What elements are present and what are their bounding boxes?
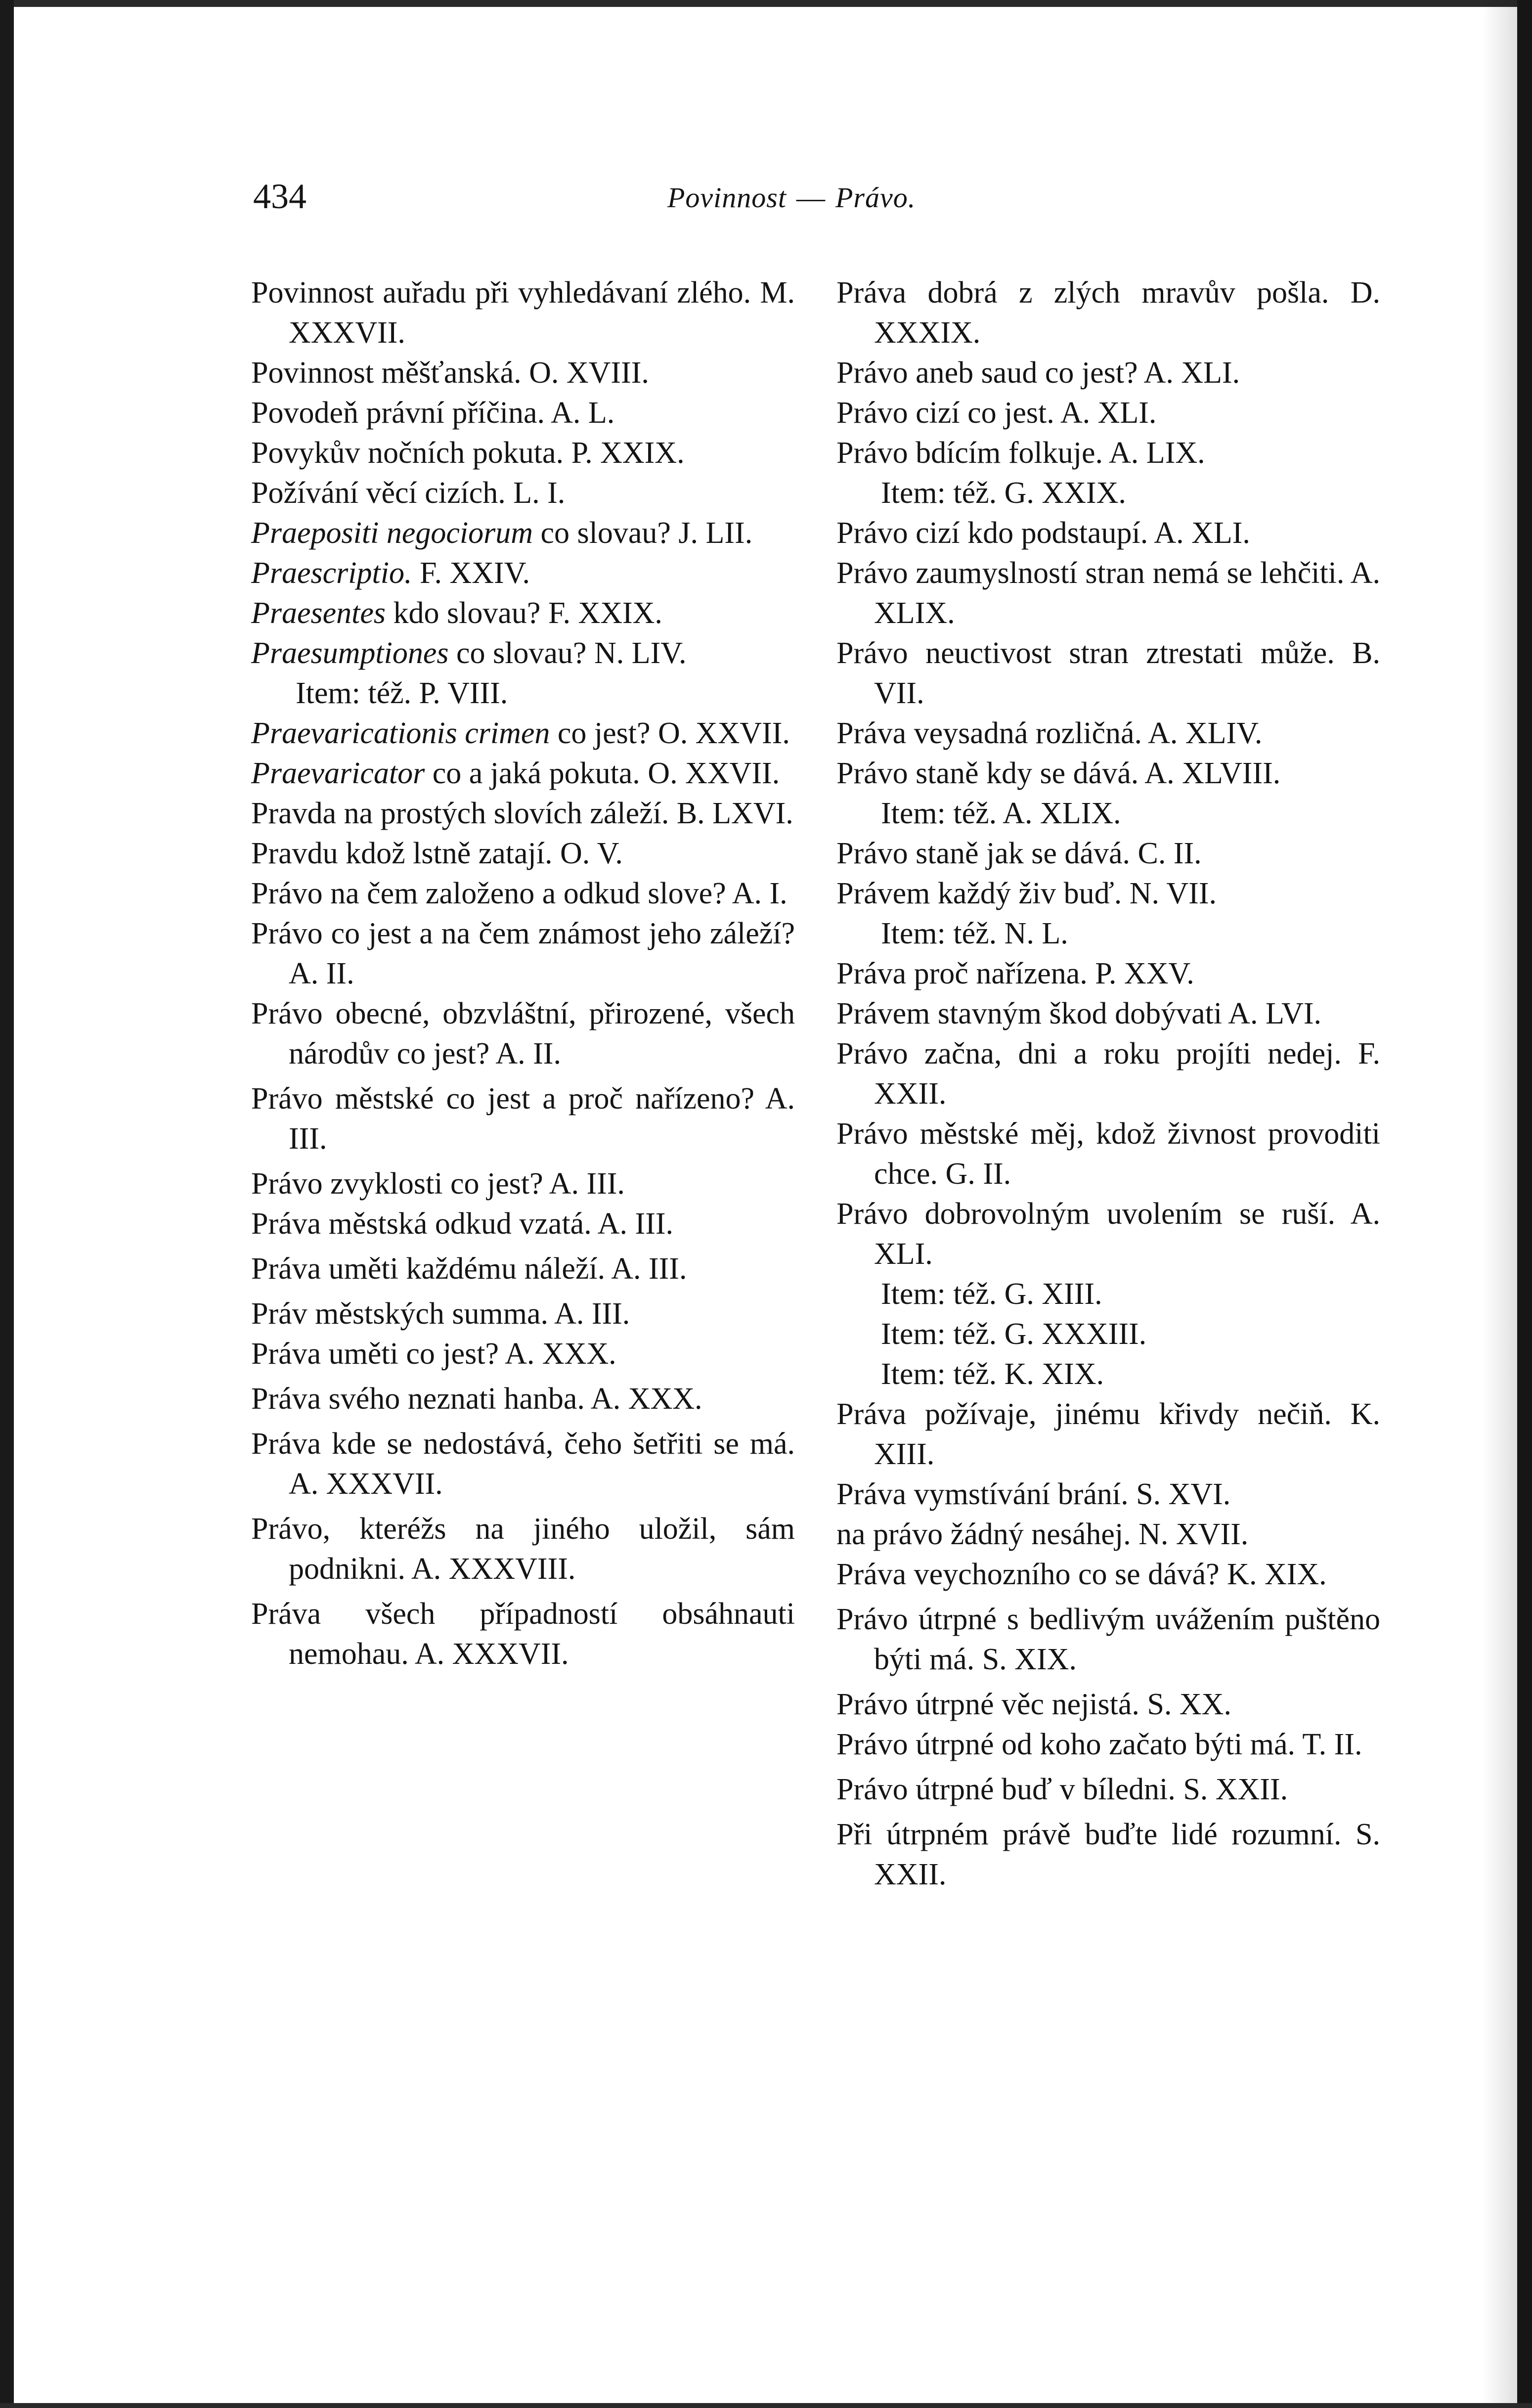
scan-edge-bottom: [0, 2403, 1532, 2408]
left-index-entry: [251, 1509, 795, 1589]
entry-lead: Item: též. P. VIII.: [296, 676, 508, 710]
entry-text: Právo cizí co jest. A. XLI.: [836, 396, 1157, 430]
right-index-entry: [836, 1685, 1380, 1725]
left-index-entry: [251, 633, 795, 673]
entry-text: Item: též. A. XLIX.: [881, 797, 1121, 830]
entry-text: Právo městské co jest a proč nařízeno? A. III.: [251, 1082, 795, 1156]
entry-latin-term: Praevaricationis crimen: [251, 716, 550, 750]
left-index-entry: [251, 1164, 795, 1204]
entry-text: Povinnost auřadu při vyhledávaní zlého. M. XXXVII.: [251, 276, 795, 350]
right-index-entry: [836, 954, 1380, 994]
entry-text: Pravda na prostých slovích záleží. B. LXVI.: [251, 797, 793, 830]
entry-text: Právo neuctivost stran ztrestati může. B. VII.: [836, 636, 1380, 710]
running-head-dash: —: [796, 181, 826, 214]
right-index-entry: [836, 353, 1380, 393]
scan-edge-left: [0, 0, 14, 2408]
entry-text: na právo žádný nesáhej. N. XVII.: [836, 1517, 1249, 1551]
right-index-entry: [836, 1354, 1380, 1394]
entry-text: Právo, kteréžs na jiného uložil, sám podnikni. A. XXXVIII.: [251, 1512, 795, 1586]
right-index-entry: [836, 1274, 1380, 1314]
left-index-entry: [251, 914, 795, 994]
right-index-entry: [836, 1034, 1380, 1114]
entry-latin-term: Praesentes: [251, 596, 386, 630]
right-index-entry: [836, 994, 1380, 1034]
entry-text: Právo městské měj, kdož živnost provoditi chce. G. II.: [836, 1117, 1380, 1191]
entry-text: co slovau? N. LIV.: [448, 636, 687, 670]
entry-text: Právem každý živ buď. N. VII.: [836, 877, 1217, 910]
left-index-entry: [251, 1334, 795, 1374]
right-index-entry: [836, 1600, 1380, 1680]
entry-text: Právo obecné, obzvláštní, přirozené, všech národův co jest? A. II.: [251, 997, 795, 1070]
scan-edge-right: [1517, 0, 1532, 2408]
entry-text: Právo cizí kdo podstaupí. A. XLI.: [836, 516, 1250, 550]
gutter-shadow: [1483, 0, 1517, 2408]
entry-text: Při útrpném právě buďte lidé rozumní. S. XXII.: [836, 1818, 1380, 1891]
right-index-entry: [836, 1515, 1380, 1555]
entry-latin-term: Praepositi negociorum: [251, 516, 533, 550]
left-index-entry: [251, 834, 795, 874]
left-index-entry: [251, 754, 795, 794]
running-head: [667, 181, 916, 214]
entry-text: Právo zaumyslností stran nemá se lehčiti. A. XLIX.: [836, 556, 1380, 630]
entry-text: Item: též. G. XIII.: [881, 1277, 1102, 1311]
right-index-entry: [836, 1815, 1380, 1895]
right-index-entry: [836, 393, 1380, 433]
entry-text: Práva městská odkud vzatá. A. III.: [251, 1207, 673, 1241]
entry-text: Práva svého neznati hanba. A. XXX.: [251, 1382, 702, 1416]
left-index-entry: [251, 1424, 795, 1504]
entry-text: Práva kde se nedostává, čeho šetřiti se má. A. XXXVII.: [251, 1427, 795, 1501]
left-index-entry: [251, 473, 795, 513]
right-index-entry: [836, 433, 1380, 473]
right-index-entry: [836, 513, 1380, 553]
left-index-entry: [251, 713, 795, 754]
left-index-entry: [251, 874, 795, 914]
entry-text: Práva všech případností obsáhnauti nemohau. A. XXXVII.: [251, 1597, 795, 1671]
right-index-entry: [836, 633, 1380, 713]
entry-text: Povykův nočních pokuta. P. XXIX.: [251, 436, 685, 470]
entry-text: Práva vymstívání brání. S. XVI.: [836, 1477, 1231, 1511]
running-head-right: Právo.: [835, 181, 916, 214]
entry-text: Právo útrpné od koho začato býti má. T. II.: [836, 1728, 1362, 1761]
left-index-entry: [251, 1079, 795, 1159]
entry-text: Item: též. G. XXIX.: [881, 476, 1126, 510]
entry-text: kdo slovau? F. XXIX.: [386, 596, 662, 630]
right-index-entry: [836, 473, 1380, 513]
entry-latin-term: Praevaricator: [251, 757, 425, 790]
left-index-entry: [251, 673, 795, 713]
right-index-entry: [836, 874, 1380, 914]
index-column-right: [836, 273, 1380, 1895]
left-index-entry: [251, 1249, 795, 1289]
running-head-left: Povinnost: [667, 181, 787, 214]
entry-text: Požívání věcí cizích. L. I.: [251, 476, 566, 510]
right-index-entry: [836, 1394, 1380, 1474]
page-number: 434: [253, 177, 306, 216]
entry-text: co slovau? J. LII.: [533, 516, 753, 550]
entry-text: Práva veychozního co se dává? K. XIX.: [836, 1558, 1327, 1591]
entry-text: Právo zvyklosti co jest? A. III.: [251, 1167, 625, 1201]
right-index-entry: [836, 914, 1380, 954]
left-index-entry: [251, 353, 795, 393]
right-index-entry: [836, 1194, 1380, 1274]
entry-text: Práva požívaje, jinému křivdy nečiň. K. XIII.: [836, 1397, 1380, 1471]
right-index-entry: [836, 553, 1380, 633]
entry-text: Item: též. K. XIX.: [881, 1357, 1104, 1391]
right-index-entry: [836, 273, 1380, 353]
entry-text: Právo dobrovolným uvolením se ruší. A. XLI.: [836, 1197, 1380, 1271]
right-index-entry: [836, 713, 1380, 754]
entry-text: Pravdu kdož lstně zatají. O. V.: [251, 837, 623, 870]
left-index-entry: [251, 513, 795, 553]
entry-text: Právo co jest a na čem známost jeho záleží? A. II.: [251, 917, 795, 990]
entry-text: Item: též. G. XXXIII.: [881, 1317, 1147, 1351]
right-index-entry: [836, 754, 1380, 794]
entry-latin-term: Praesumptiones: [251, 636, 449, 670]
entry-text: Item: též. N. L.: [881, 917, 1068, 950]
entry-text: Právo bdícím folkuje. A. LIX.: [836, 436, 1205, 470]
right-index-entry: [836, 1555, 1380, 1595]
entry-text: Právem stavným škod dobývati A. LVI.: [836, 997, 1322, 1030]
right-index-entry: [836, 1474, 1380, 1515]
left-index-entry: [251, 794, 795, 834]
left-index-entry: [251, 1594, 795, 1674]
entry-text: Povodeň právní příčina. A. L.: [251, 396, 615, 430]
left-index-entry: [251, 273, 795, 353]
left-index-entry: [251, 593, 795, 633]
entry-text: Právo útrpné věc nejistá. S. XX.: [836, 1688, 1231, 1721]
entry-text: Práva dobrá z zlých mravův pošla. D. XXXIX.: [836, 276, 1380, 350]
entry-text: Právo útrpné s bedlivým uvážením puštěno býti má. S. XIX.: [836, 1603, 1380, 1676]
entry-text: Práv městských summa. A. III.: [251, 1297, 630, 1331]
left-index-entry: [251, 1204, 795, 1244]
left-index-entry: [251, 1379, 795, 1419]
scan-edge-top: [0, 0, 1532, 7]
entry-text: Právo staně jak se dává. C. II.: [836, 837, 1202, 870]
entry-text: Právo staně kdy se dává. A. XLVIII.: [836, 757, 1281, 790]
right-index-entry: [836, 1314, 1380, 1354]
entry-text: Práva uměti co jest? A. XXX.: [251, 1337, 616, 1371]
entry-latin-term: Praescriptio.: [251, 556, 412, 590]
entry-text: Právo útrpné buď v bíledni. S. XXII.: [836, 1773, 1288, 1806]
right-index-entry: [836, 834, 1380, 874]
right-index-entry: [836, 1770, 1380, 1810]
right-index-entry: [836, 1725, 1380, 1765]
entry-text: Práva proč nařízena. P. XXV.: [836, 957, 1194, 990]
entry-text: Práva veysadná rozličná. A. XLIV.: [836, 716, 1263, 750]
index-column-left: [251, 273, 795, 1674]
left-index-entry: [251, 393, 795, 433]
left-index-entry: [251, 553, 795, 593]
entry-text: Povinnost měšťanská. O. XVIII.: [251, 356, 649, 390]
entry-text: co a jaká pokuta. O. XXVII.: [425, 757, 780, 790]
left-index-entry: [251, 994, 795, 1074]
right-index-entry: [836, 1114, 1380, 1194]
entry-text: co jest? O. XXVII.: [550, 716, 790, 750]
left-index-entry: [251, 1294, 795, 1334]
entry-text: Práva uměti každému náleží. A. III.: [251, 1252, 687, 1286]
entry-text: Právo na čem založeno a odkud slove? A. I.: [251, 877, 788, 910]
entry-text: F. XXIV.: [412, 556, 530, 590]
entry-text: Právo aneb saud co jest? A. XLI.: [836, 356, 1240, 390]
right-index-entry: [836, 794, 1380, 834]
left-index-entry: [251, 433, 795, 473]
entry-text: Právo začna, dni a roku projíti nedej. F. XXII.: [836, 1037, 1380, 1111]
